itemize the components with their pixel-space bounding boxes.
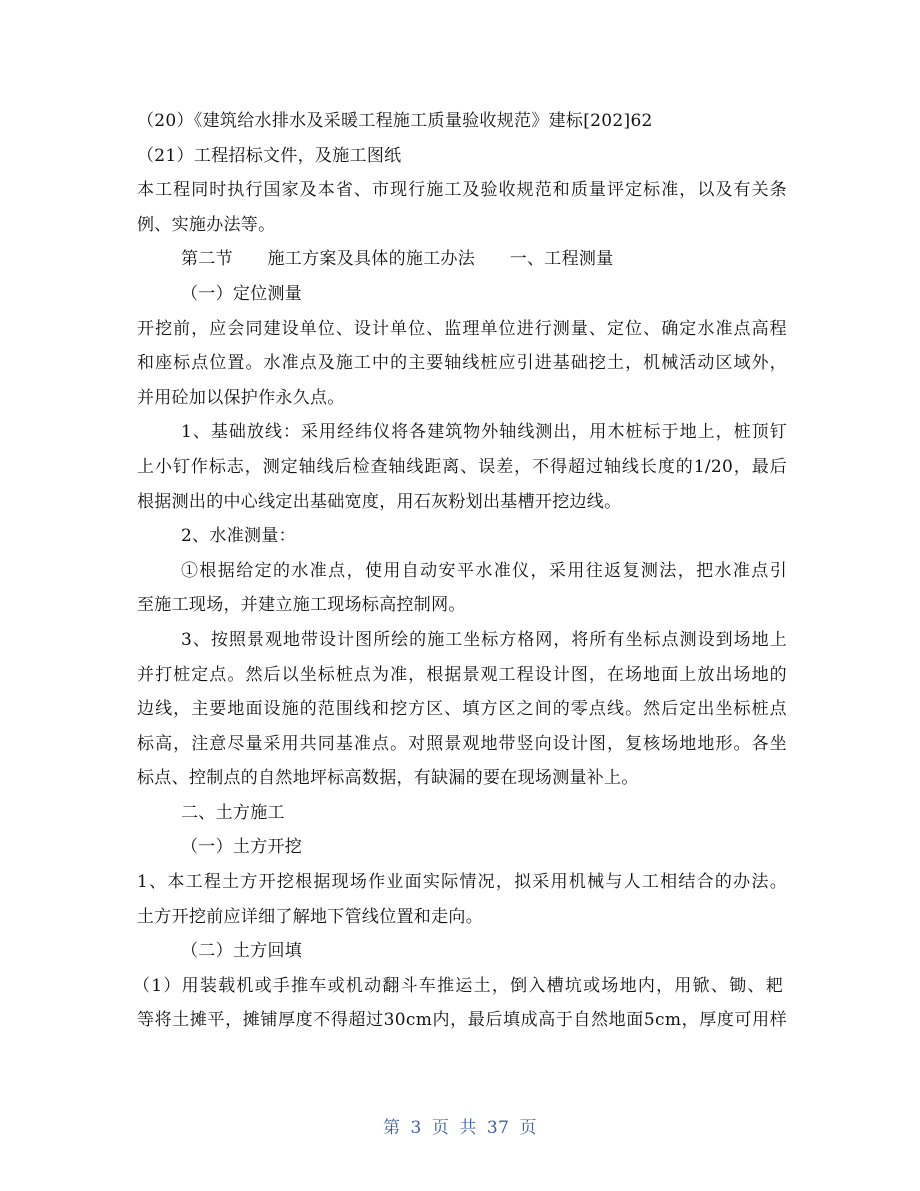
document-body	[133, 104, 787, 1038]
paragraph-line: 根据测出的中心线定出基础宽度，用石灰粉划出基槽开挖边线。	[137, 491, 622, 512]
paragraph-line: 和座标点位置。水准点及施工中的主要轴线桩应引进基础挖土，机械活动区域外，	[137, 353, 787, 374]
subsection-heading: （一）土方开挖	[181, 837, 303, 858]
reference-item-20: （20）《建筑给水排水及采暖工程施工质量验收规范》建标[202]62	[137, 111, 653, 131]
subsection-heading: （一）定位测量	[181, 283, 303, 304]
reference-item-21: （21）工程招标文件，及施工图纸	[137, 145, 402, 166]
footer-prefix: 第	[383, 1118, 401, 1138]
paragraph-line: 本工程同时执行国家及本省、市现行施工及验收规范和质量评定标准，以及有关条	[137, 180, 787, 201]
paragraph-line: 上小钉作标志，测定轴线后检查轴线距离、误差，不得超过轴线长度的1/20，最后	[137, 456, 787, 477]
subsection-heading: （二）土方回填	[181, 941, 303, 962]
paragraph-line: 土方开挖前应详细了解地下管线位置和走向。	[137, 906, 483, 927]
paragraph-line: ①根据给定的水准点，使用自动安平水准仪，采用往返复测法，把水准点引	[181, 560, 787, 581]
paragraph-line: 等将土摊平，摊铺厚度不得超过30cm内，最后填成高于自然地面5cm，厚度可用样	[137, 1010, 787, 1031]
paragraph-line: 开挖前，应会同建设单位、设计单位、监理单位进行测量、定位、确定水准点高程	[137, 318, 787, 339]
paragraph-line: 并用砼加以保护作永久点。	[137, 387, 345, 408]
paragraph-line: 1、基础放线：采用经纬仪将各建筑物外轴线测出，用木桩标于地上，桩顶钉	[181, 422, 787, 443]
footer-mid1: 页	[431, 1118, 450, 1138]
paragraph-line: 2、水准测量：	[181, 526, 296, 547]
paragraph-line: 3、按照景观地带设计图所绘的施工坐标方格网，将所有坐标点测设到场地上	[181, 629, 787, 650]
footer-page-number: 3	[410, 1118, 422, 1138]
paragraph-line: 边线，主要地面设施的范围线和挖方区、填方区之间的零点线。然后定出坐标桩点	[137, 699, 787, 720]
paragraph-line: 标高，注意尽量采用共同基准点。对照景观地带竖向设计图，复核场地地形。各坐	[137, 733, 787, 754]
section-heading: 二、土方施工	[181, 802, 285, 823]
paragraph-line: 至施工现场，并建立施工现场标高控制网。	[137, 595, 466, 616]
section-heading: 第二节 施工方案及具体的施工办法 一、工程测量	[181, 249, 614, 270]
page-footer	[0, 1113, 920, 1138]
paragraph-line: 并打桩定点。然后以坐标桩点为准，根据景观工程设计图，在场地面上放出场地的	[137, 664, 787, 685]
paragraph-line: （1）用装载机或手推车或机动翻斗车推运土，倒入槽坑或场地内，用锨、锄、耙	[133, 975, 783, 996]
footer-total-pages: 37	[486, 1118, 510, 1138]
paragraph-line: 1、本工程土方开挖根据现场作业面实际情况，拟采用机械与人工相结合的办法。	[137, 872, 787, 893]
footer-suffix: 页	[519, 1118, 537, 1138]
footer-mid2: 共	[459, 1118, 477, 1138]
paragraph-line: 标点、控制点的自然地坪标高数据，有缺漏的要在现场测量补上。	[137, 768, 639, 789]
paragraph-line: 例、实施办法等。	[137, 214, 276, 235]
